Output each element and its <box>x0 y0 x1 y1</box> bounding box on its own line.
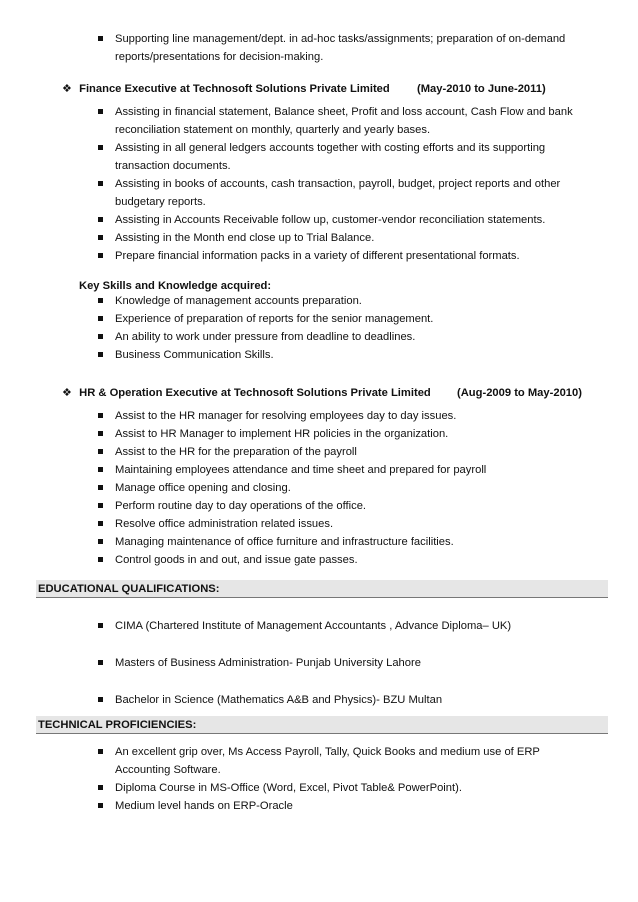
list-item: Business Communication Skills. <box>95 346 585 364</box>
key-skills-title: Key Skills and Knowledge acquired: <box>79 280 272 292</box>
diamond-bullet-icon: ❖ <box>62 387 72 399</box>
list-item: Knowledge of management accounts preparation. <box>95 292 585 310</box>
list-item: Maintaining employees attendance and time sheet and prepared for payroll <box>95 461 585 479</box>
technical-heading: TECHNICAL PROFICIENCIES: <box>36 716 608 734</box>
list-item: Assisting in Accounts Receivable follow up, customer-vendor reconciliation statements. <box>95 211 585 229</box>
education-list <box>95 617 585 728</box>
list-item: Assisting in all general ledgers accounts together with costing efforts and its supporting transaction documents. <box>95 139 585 175</box>
list-item: Experience of preparation of reports for the senior management. <box>95 310 585 328</box>
list-item: Masters of Business Administration- Punjab University Lahore <box>95 654 585 672</box>
list-item: An excellent grip over, Ms Access Payroll, Tally, Quick Books and medium use of ERP Accounting Software. <box>95 743 585 779</box>
list-item: Assisting in books of accounts, cash transaction, payroll, budget, project reports and other budgetary reports. <box>95 175 585 211</box>
list-item: Assisting in financial statement, Balance sheet, Profit and loss account, Cash Flow and bank reconciliation statement on monthly, quarterly and yearly bases. <box>95 103 585 139</box>
list-item: Supporting line management/dept. in ad-hoc tasks/assignments; preparation of on-demand reports/presentations for decision-making. <box>95 30 585 66</box>
list-item: CIMA (Chartered Institute of Management Accountants , Advance Diploma– UK) <box>95 617 585 635</box>
list-item: Control goods in and out, and issue gate passes. <box>95 551 585 569</box>
list-item: Perform routine day to day operations of the office. <box>95 497 585 515</box>
list-item: Assisting in the Month end close up to Trial Balance. <box>95 229 585 247</box>
list-item: Assist to the HR manager for resolving employees day to day issues. <box>95 407 585 425</box>
list-item: Manage office opening and closing. <box>95 479 585 497</box>
finance-role-bullets <box>95 103 585 265</box>
hr-role-heading <box>62 384 602 402</box>
hr-role-bullets <box>95 407 585 569</box>
education-heading: EDUCATIONAL QUALIFICATIONS: <box>36 580 608 598</box>
list-item: An ability to work under pressure from deadline to deadlines. <box>95 328 585 346</box>
finance-role-heading <box>62 80 602 98</box>
list-item: Bachelor in Science (Mathematics A&B and Physics)- BZU Multan <box>95 691 585 709</box>
key-skills-bullets <box>95 292 585 364</box>
list-item: Medium level hands on ERP-Oracle <box>95 797 585 815</box>
list-item: Assist to HR Manager to implement HR policies in the organization. <box>95 425 585 443</box>
top-bullet-list <box>95 30 585 66</box>
role-dates: (Aug-2009 to May-2010) <box>457 387 582 399</box>
list-item: Assist to the HR for the preparation of the payroll <box>95 443 585 461</box>
list-item: Managing maintenance of office furniture and infrastructure facilities. <box>95 533 585 551</box>
role-dates: (May-2010 to June-2011) <box>417 83 546 95</box>
technical-list <box>95 743 585 815</box>
role-title: HR & Operation Executive at Technosoft Solutions Private Limited <box>79 387 431 399</box>
list-item: Diploma Course in MS-Office (Word, Excel, Pivot Table& PowerPoint). <box>95 779 585 797</box>
list-item: Resolve office administration related issues. <box>95 515 585 533</box>
role-title: Finance Executive at Technosoft Solutions Private Limited <box>79 83 390 95</box>
diamond-bullet-icon: ❖ <box>62 83 72 95</box>
list-item: Prepare financial information packs in a variety of different presentational formats. <box>95 247 585 265</box>
